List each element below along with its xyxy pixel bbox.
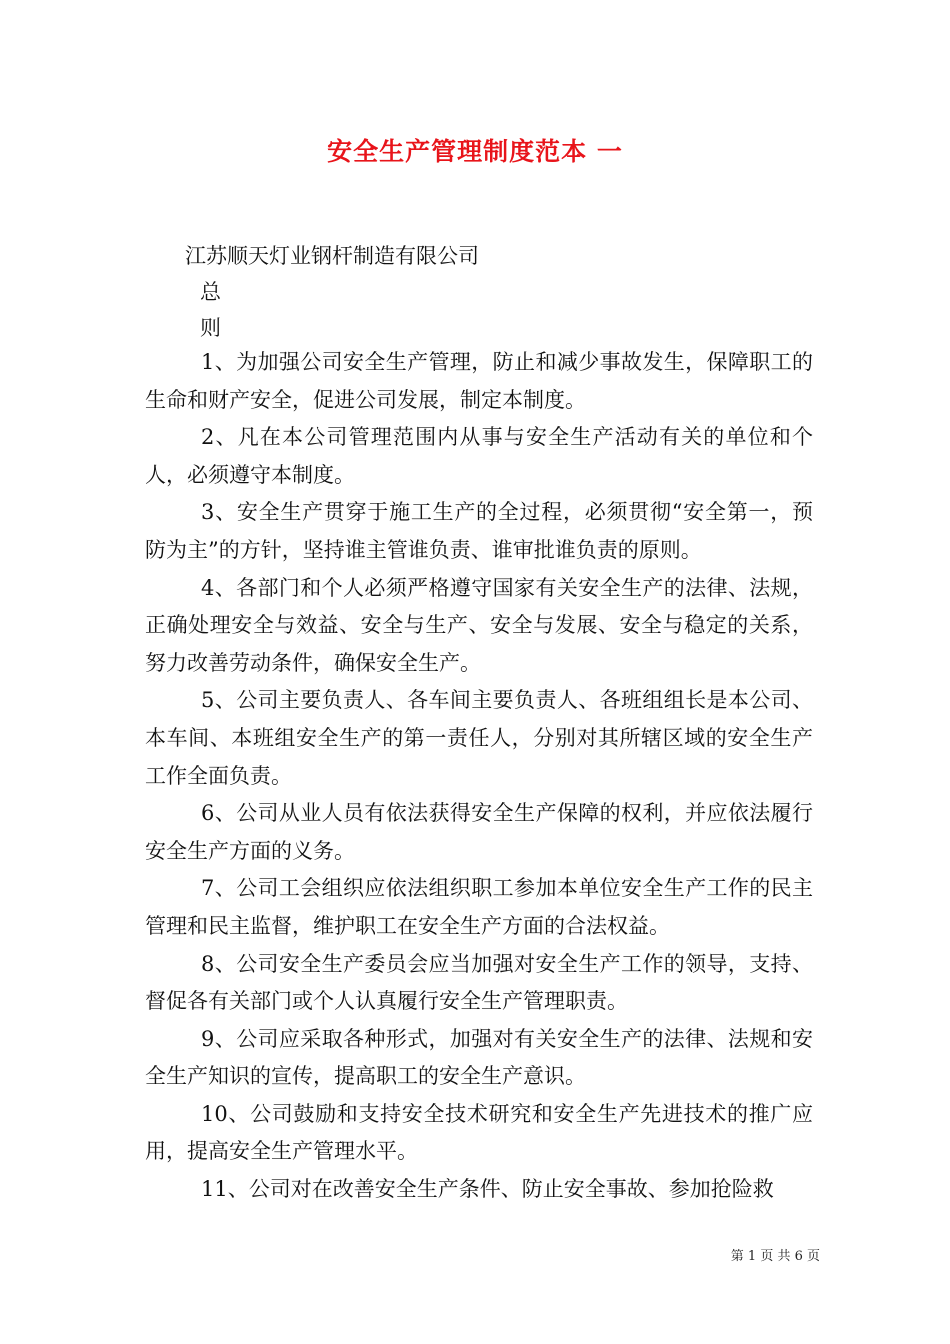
paragraph-10: 10、公司鼓励和支持安全技术研究和安全生产先进技术的推广应用，提高安全生产管理水平。 — [145, 1101, 813, 1164]
document-title: 安全生产管理制度范本 一 — [327, 137, 623, 166]
paragraph-3: 3、安全生产贯穿于施工生产的全过程，必须贯彻“安全第一，预防为主”的方针，坚持谁主管谁负责、谁审批谁负责的原则。 — [145, 500, 813, 562]
company-name: 江苏顺天灯业钢杆制造有限公司 — [185, 244, 479, 268]
paragraph-5: 5、公司主要负责人、各车间主要负责人、各班组组长是本公司、本车间、本班组安全生产的第一责任人，分别对其所辖区域的安全生产工作全面负责。 — [145, 688, 813, 788]
paragraph-7: 7、公司工会组织应依法组织职工参加本单位安全生产工作的民主管理和民主监督，维护职工在安全生产方面的合法权益。 — [145, 876, 813, 938]
paragraph-2: 2、凡在本公司管理范围内从事与安全生产活动有关的单位和个人，必须遵守本制度。 — [145, 425, 813, 487]
page-indicator: 第 1 页 共 6 页 — [730, 1249, 820, 1264]
section-heading-char-2: 则 — [200, 316, 221, 340]
paragraph-11: 11、公司对在改善安全生产条件、防止安全事故、参加抢险救 — [201, 1177, 774, 1202]
document-body — [145, 344, 813, 1209]
paragraph-8: 8、公司安全生产委员会应当加强对安全生产工作的领导，支持、督促各有关部门或个人认真履行安全生产管理职责。 — [145, 951, 813, 1014]
paragraph-1: 1、为加强公司安全生产管理，防止和减少事故发生，保障职工的生命和财产安全，促进公司发展，制定本制度。 — [145, 350, 813, 412]
paragraph-6: 6、公司从业人员有依法获得安全生产保障的权利，并应依法履行安全生产方面的义务。 — [145, 801, 813, 863]
paragraph-9: 9、公司应采取各种形式，加强对有关安全生产的法律、法规和安全生产知识的宣传，提高职工的安全生产意识。 — [145, 1026, 813, 1089]
section-heading-char-1: 总 — [200, 280, 221, 304]
paragraph-4: 4、各部门和个人必须严格遵守国家有关安全生产的法律、法规，正确处理安全与效益、安全与生产、安全与发展、安全与稳定的关系，努力改善劳动条件，确保安全生产。 — [145, 575, 813, 675]
